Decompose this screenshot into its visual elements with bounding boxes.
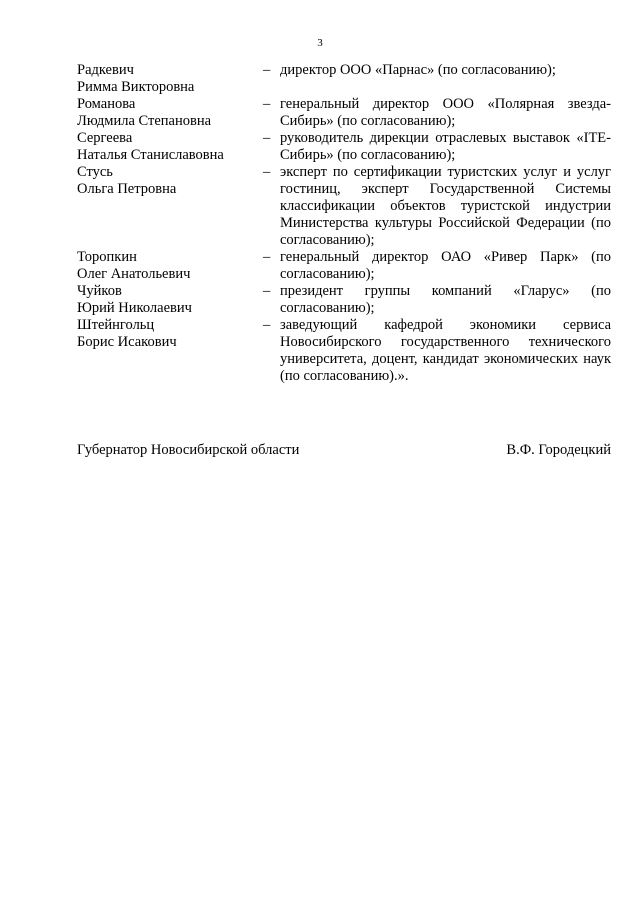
- member-dash: –: [263, 283, 271, 299]
- member-role: заведующий кафедрой экономики сервиса Новосибирского государственного технического университета, доцент, кандидат экономических наук (по согласованию).».: [280, 317, 611, 384]
- signatory-position: Губернатор Новосибирской области: [77, 442, 300, 458]
- member-entry: [77, 96, 611, 130]
- member-role: генеральный директор ОАО «Ривер Парк» (по согласованию);: [280, 249, 611, 282]
- member-dash: –: [263, 62, 271, 78]
- member-given-names: Олег Анатольевич: [77, 266, 191, 282]
- member-role: руководитель дирекции отраслевых выставок «ITE-Сибирь» (по согласованию);: [280, 130, 611, 163]
- member-entry: [77, 283, 611, 317]
- member-entry: [77, 62, 611, 96]
- member-dash: –: [263, 130, 271, 146]
- member-surname: Сергеева: [77, 130, 133, 146]
- member-name: [77, 96, 257, 130]
- member-given-names: Борис Исакович: [77, 334, 177, 350]
- member-entry: [77, 164, 611, 249]
- member-entry: [77, 130, 611, 164]
- member-dash: –: [263, 249, 271, 265]
- member-name: [77, 317, 257, 351]
- member-entry: [77, 317, 611, 385]
- member-given-names: Наталья Станиславовна: [77, 147, 224, 163]
- member-role: эксперт по сертификации туристских услуг и услуг гостиниц, эксперт Государственной Системы классификации объектов туристской индустрии Министерства культуры Российской Федерации (по согласованию);: [280, 164, 611, 248]
- member-dash: –: [263, 164, 271, 180]
- member-name: [77, 249, 257, 283]
- member-surname: Стусь: [77, 164, 113, 180]
- member-dash: –: [263, 96, 271, 112]
- member-dash: –: [263, 317, 271, 333]
- member-role: генеральный директор ООО «Полярная звезда-Сибирь» (по согласованию);: [280, 96, 611, 129]
- member-entry: [77, 249, 611, 283]
- member-name: [77, 130, 257, 164]
- member-name: [77, 283, 257, 317]
- signatory-name: В.Ф. Городецкий: [506, 442, 611, 458]
- member-surname: Романова: [77, 96, 136, 112]
- member-surname: Штейнгольц: [77, 317, 155, 333]
- member-surname: Чуйков: [77, 283, 122, 299]
- member-surname: Торопкин: [77, 249, 137, 265]
- member-given-names: Ольга Петровна: [77, 181, 177, 197]
- member-surname: Радкевич: [77, 62, 134, 78]
- member-role: директор ООО «Парнас» (по согласованию);: [280, 62, 556, 78]
- member-name: [77, 62, 257, 96]
- member-given-names: Людмила Степановна: [77, 113, 212, 129]
- commission-member-list: [77, 62, 611, 385]
- member-given-names: Римма Викторовна: [77, 79, 195, 95]
- member-name: [77, 164, 257, 198]
- member-given-names: Юрий Николаевич: [77, 300, 192, 316]
- page-number: 3: [317, 37, 323, 49]
- member-role: президент группы компаний «Гларус» (по согласованию);: [280, 283, 611, 316]
